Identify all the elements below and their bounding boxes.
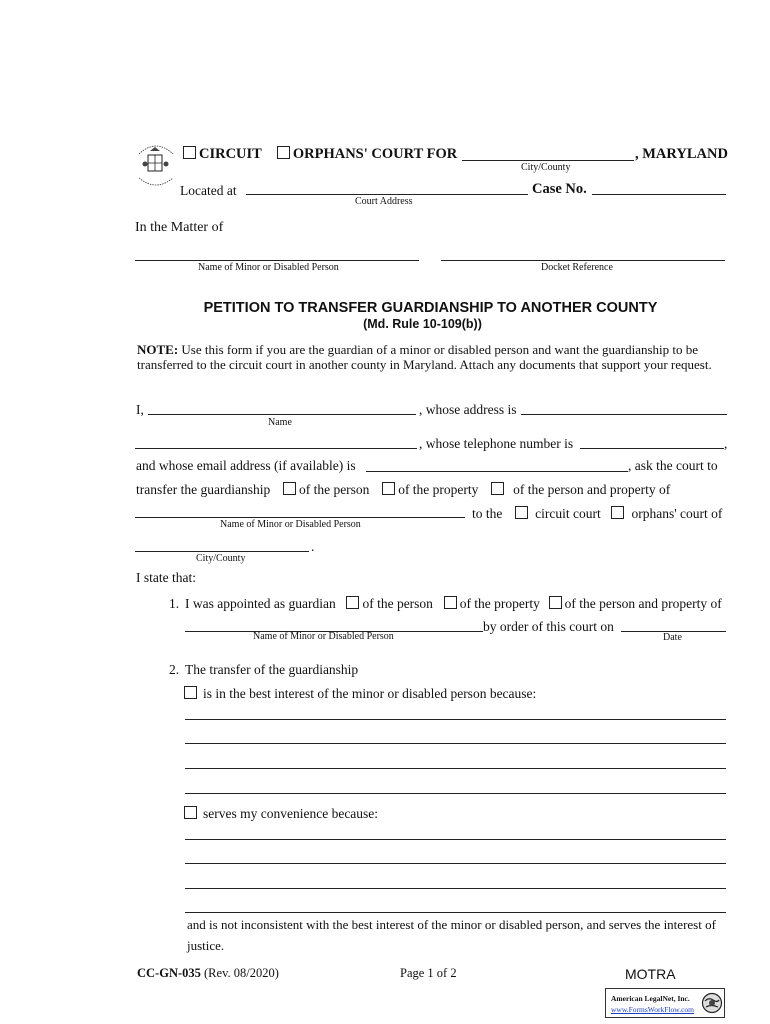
appointed-property-checkbox[interactable] (444, 596, 457, 609)
form-rule: (Md. Rule 10-109(b)) (363, 317, 482, 331)
ask-court-label: , ask the court to (628, 458, 718, 473)
telephone-field[interactable] (580, 448, 724, 449)
best-interest-line (184, 686, 536, 702)
best-interest-line-2[interactable] (185, 743, 726, 744)
name-caption: Name (268, 417, 292, 428)
convenience-line-2[interactable] (185, 863, 726, 864)
appointment-date-caption: Date (663, 632, 682, 643)
closing-statement: and is not inconsistent with the best interest of the minor or disabled person, and serves the interest of justice. (187, 917, 716, 953)
email-label: and whose email address (if available) is (136, 458, 356, 473)
best-interest-line-4[interactable] (185, 793, 726, 794)
city-county-caption: City/County (521, 162, 571, 173)
page-number: Page 1 of 2 (400, 966, 457, 980)
telephone-label: , whose telephone number is (419, 436, 574, 451)
vendor-name: American LegalNet, Inc. (611, 994, 690, 1003)
maryland-judiciary-seal (133, 140, 179, 190)
address-label: , whose address is (419, 402, 517, 417)
email-field[interactable] (366, 471, 628, 472)
telephone-comma: , (724, 436, 728, 451)
court-address-caption: Court Address (355, 196, 413, 207)
form-title: PETITION TO TRANSFER GUARDIANSHIP TO ANOTHER COUNTY (203, 300, 658, 316)
vendor-badge (605, 988, 725, 1018)
court-type-line (183, 146, 457, 163)
appointed-minor-name-caption: Name of Minor or Disabled Person (253, 631, 394, 642)
appointed-person-checkbox[interactable] (346, 596, 359, 609)
item-1-line (185, 596, 722, 612)
to-circuit-court-checkbox[interactable] (515, 506, 528, 519)
case-number-field[interactable] (592, 194, 726, 195)
court-county-field[interactable] (462, 160, 634, 161)
transfer-property-checkbox[interactable] (382, 482, 395, 495)
item-2-text: The transfer of the guardianship (185, 662, 359, 677)
motra-label: MOTRA (625, 966, 676, 982)
i-state-label: I state that: (136, 570, 196, 585)
transfer-person-checkbox[interactable] (283, 482, 296, 495)
transfer-property-label: of the property (398, 482, 479, 497)
transfer-person-label: of the person (298, 482, 370, 497)
note-paragraph (137, 343, 729, 372)
best-interest-line-1[interactable] (185, 719, 726, 720)
convenience-line (184, 806, 378, 822)
item-1-number: 1. (169, 596, 180, 611)
to-the-label: to the (472, 506, 503, 521)
appointed-property-label: of the property (459, 596, 540, 611)
minor-name-field[interactable] (135, 260, 419, 261)
vendor-url[interactable]: www.FormsWorkFlow.com (611, 1005, 695, 1014)
appointed-person-label: of the person (362, 596, 433, 611)
item-1-text: I was appointed as guardian (185, 596, 336, 611)
transfer-county-field[interactable] (135, 551, 309, 552)
appointed-both-checkbox[interactable] (549, 596, 562, 609)
transfer-county-caption: City/County (196, 553, 246, 564)
transfer-minor-name-caption: Name of Minor or Disabled Person (220, 519, 361, 530)
guardian-address-line-2[interactable] (135, 448, 417, 449)
form-id-line (137, 966, 279, 981)
convenience-label: serves my convenience because: (203, 806, 379, 821)
convenience-line-3[interactable] (185, 888, 726, 889)
appointed-both-label: of the person and property of (564, 596, 722, 611)
transfer-label: transfer the guardianship (136, 482, 271, 497)
located-at-label: Located at (180, 183, 237, 198)
transfer-both-label: of the person and property of (513, 482, 671, 497)
best-interest-label: is in the best interest of the minor or disabled person because: (203, 686, 537, 701)
seal-icon (133, 140, 179, 190)
item-2-number: 2. (169, 662, 180, 677)
guardian-address-field[interactable] (521, 414, 727, 415)
case-no-label: Case No. (532, 181, 587, 197)
transfer-line (136, 482, 670, 498)
transfer-minor-name-field[interactable] (135, 517, 465, 518)
to-orphans-court-label: orphans' court of (631, 506, 723, 521)
vendor-globe-icon (701, 992, 723, 1014)
note-label: NOTE: (137, 342, 179, 357)
to-orphans-court-checkbox[interactable] (611, 506, 624, 519)
best-interest-line-3[interactable] (185, 768, 726, 769)
circuit-checkbox[interactable] (183, 146, 196, 159)
transfer-both-checkbox[interactable] (491, 482, 504, 495)
to-the-line (472, 506, 722, 522)
in-the-matter-label: In the Matter of (135, 220, 224, 235)
convenience-checkbox[interactable] (184, 806, 197, 819)
form-id: CC-GN-035 (137, 966, 201, 980)
county-period: . (311, 539, 315, 554)
convenience-line-4[interactable] (185, 912, 726, 913)
guardian-name-field[interactable] (148, 414, 416, 415)
minor-name-caption: Name of Minor or Disabled Person (198, 262, 339, 273)
note-text: Use this form if you are the guardian of a minor or disabled person and want the guardianship to be transferred to the circuit court in another county in Maryland. Attach any documents that support your request. (137, 342, 712, 372)
docket-reference-field[interactable] (441, 260, 725, 261)
best-interest-checkbox[interactable] (184, 686, 197, 699)
court-address-field[interactable] (246, 194, 528, 195)
maryland-label: , MARYLAND (635, 146, 728, 162)
orphans-court-checkbox[interactable] (277, 146, 290, 159)
circuit-label: CIRCUIT (199, 146, 262, 162)
docket-reference-caption: Docket Reference (541, 262, 613, 273)
orphans-court-label: ORPHANS' COURT FOR (292, 146, 458, 162)
to-circuit-court-label: circuit court (535, 506, 601, 521)
form-revision: (Rev. 08/2020) (200, 966, 279, 980)
i-label: I, (136, 402, 144, 417)
order-of-court-label: by order of this court on (483, 619, 614, 634)
convenience-line-1[interactable] (185, 839, 726, 840)
